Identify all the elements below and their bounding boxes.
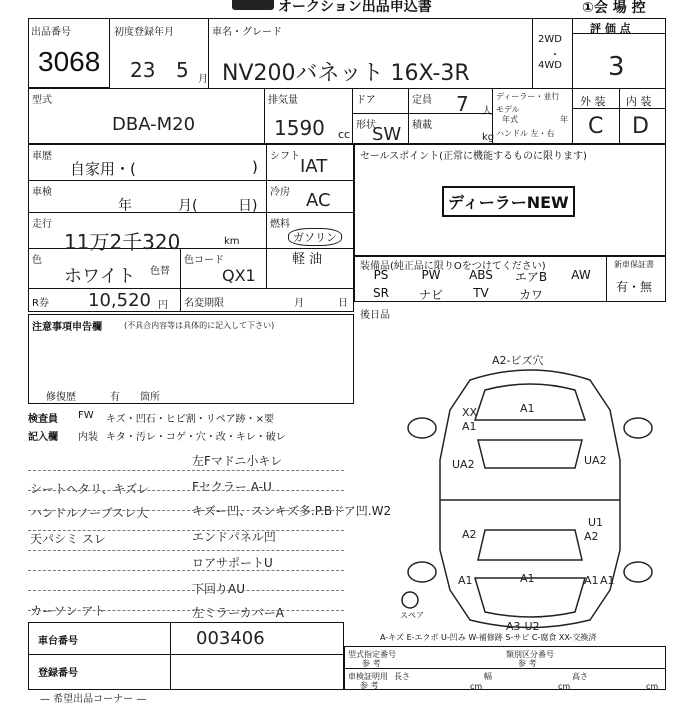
venue-label: ①会 場 控 (582, 0, 646, 16)
drive-4wd: 4WD (538, 60, 562, 71)
entry-label: 記入欄 (28, 432, 58, 443)
recycle-value: 10,520 (88, 290, 151, 311)
dealer-label: ディーラー・並行 (496, 92, 560, 101)
lot-label: 出品番号 (31, 27, 71, 38)
damage-code: A1 (458, 574, 473, 587)
comment-right: エンドパネル凹 (192, 530, 276, 544)
check-row1: キズ・凹石・ヒビ割・リペア跡・×要 (106, 414, 274, 425)
repair-parts: 箇所 (140, 392, 160, 403)
rating-value: 3 (608, 52, 625, 82)
equipment-item: AW (571, 268, 591, 282)
comment-right: キズー凹、スンキズ多.P.Bドア凹.W2 (192, 504, 392, 518)
dealer-handle: ハンドル 左・右 (496, 129, 555, 138)
dealer-new-stamp: ディーラーNEW (442, 186, 575, 217)
height-unit: cm (646, 682, 659, 691)
header-logo (232, 0, 274, 10)
sales-point-label: セールスポイント(正常に機能するものに限ります) (360, 151, 587, 162)
shift-value: IAT (300, 156, 328, 177)
repair-label: 修復歴 (46, 392, 76, 403)
comment-left: シートヘタリ、キズレ (30, 482, 150, 496)
comment-right: 左Fマドニ小キレ (192, 454, 283, 468)
equipment-item: エアB (514, 270, 548, 284)
damage-code: A1 (600, 574, 615, 587)
car-name-value: NV200バネット 16X-3R (222, 61, 470, 86)
footer-corner: — 希望出品コーナー — (40, 694, 147, 705)
comment-line (28, 590, 344, 591)
inspection-day: 日) (238, 198, 258, 214)
comment-line (28, 570, 344, 571)
spec-label: 型式指定番号 (348, 650, 396, 659)
fuel-label: 燃料 (270, 219, 290, 230)
warranty-value: 有・無 (616, 280, 653, 294)
cert-label: 車検証明用 (348, 672, 388, 681)
header-title: オークション出品申込書 (278, 0, 432, 15)
color-swap-label: 色替 (150, 266, 170, 277)
first-reg-month: 5 (176, 58, 189, 82)
chassis-label: 車台番号 (38, 636, 78, 647)
rating-label: 評 価 点 (590, 22, 631, 35)
capacity-unit: 人 (482, 106, 492, 117)
damage-code: XX (462, 406, 478, 419)
drive-dot: ・ (550, 50, 560, 61)
mileage-value: 11万2千320 (64, 230, 181, 254)
use-close: ) (252, 158, 258, 176)
name-change-label: 名変期限 (184, 298, 224, 309)
first-reg-label: 初度登録年月 (114, 27, 174, 38)
equipment-item: SR (373, 286, 389, 300)
doors-label: ドア (356, 95, 376, 106)
equipment-label: 装備品(純正品に限りOをつけてください) (360, 261, 546, 272)
fw-label: FW (78, 410, 94, 421)
displacement-label: 排気量 (268, 95, 298, 106)
mileage-label: 走行 (32, 219, 52, 230)
shift-label: シフト (270, 151, 300, 162)
fuel-diesel: 軽 油 (292, 252, 323, 267)
load-unit: kg (482, 132, 495, 143)
color-value: ホワイト (64, 266, 136, 287)
first-reg-year: 23 (130, 58, 156, 82)
chassis-value: 003406 (196, 628, 265, 649)
damage-code: A1 (520, 402, 535, 415)
recycle-label: R券 (32, 298, 49, 309)
damage-code: A2 (584, 530, 599, 543)
interior-check-label: 内装 (78, 432, 98, 443)
model-label: 型式 (32, 95, 52, 106)
exterior-grade: C (588, 114, 604, 139)
drive-2wd: 2WD (538, 34, 562, 45)
equipment-item: PW (421, 268, 441, 282)
capacity-label: 定員 (412, 95, 432, 106)
damage-code: A1 (520, 572, 535, 585)
color-label: 色 (32, 255, 42, 266)
damage-code: A1 (462, 420, 477, 433)
displacement-value: 1590 (274, 116, 325, 140)
interior-grade: D (632, 114, 649, 139)
equipment-item: TV (473, 286, 489, 300)
damage-code: U1 (588, 516, 604, 529)
comment-line (28, 610, 344, 611)
inspection-year: 年 (118, 198, 132, 214)
damage-code: UA2 (584, 454, 607, 467)
damage-code: A2-ビズ穴 (492, 354, 544, 367)
dealer-model: モデル (496, 105, 520, 114)
color-code-value: QX1 (222, 266, 256, 285)
comment-right: 下回りAU (192, 582, 245, 596)
exterior-label: 外 装 (580, 95, 606, 108)
notes-label: 注意事項申告欄 (32, 322, 102, 333)
car-name-label: 車名・グレード (212, 27, 282, 38)
damage-code: A1 (584, 574, 599, 587)
width-unit: cm (558, 682, 571, 691)
class-label: 類別区分番号 (506, 650, 554, 659)
class-ref: 参 考 (518, 659, 537, 668)
recycle-unit: 円 (158, 300, 168, 311)
model-value: DBA-M20 (112, 114, 196, 135)
first-reg-unit: 月 (198, 74, 208, 85)
damage-code: UA2 (452, 458, 475, 471)
inspection-month: 月( (178, 198, 198, 214)
fuel-gasoline: ガソリン (288, 228, 342, 246)
comment-right: 左ミラーカバーA (192, 606, 284, 620)
width-label: 幅 (484, 672, 492, 681)
dealer-year-unit: 年 (560, 115, 568, 124)
comment-right: Fセクラー A-U (192, 480, 272, 494)
comment-line (28, 490, 344, 491)
load-label: 積載 (412, 120, 432, 131)
comment-left: ハンドルノーブスレ大 (30, 506, 149, 520)
ac-label: 冷房 (270, 187, 290, 198)
spare-label: スペア (400, 611, 424, 620)
check-row2: キタ・汚レ・コゲ・穴・改・キレ・破レ (106, 432, 286, 443)
equipment-item: ナビ (418, 288, 443, 302)
comment-line (28, 470, 344, 471)
dealer-year-label: 年式 (502, 115, 518, 124)
car-damage-diagram (400, 350, 660, 650)
notes-sub: (不具合内容等は具体的に記入して下さい) (124, 321, 275, 330)
comment-line (28, 530, 344, 531)
height-label: 高さ (572, 672, 588, 681)
interior-label: 内 装 (626, 95, 652, 108)
shape-value: SW (372, 124, 402, 145)
equipment-item: ABS (469, 268, 493, 282)
use-label: 車歴 (32, 151, 52, 162)
comment-line (28, 550, 344, 551)
cert-ref: 参 考 (360, 681, 379, 690)
comment-left: カーソン アト (30, 604, 106, 618)
comment-left: 天パシミ スレ (30, 532, 106, 546)
length-label: 長さ (394, 672, 410, 681)
registration-label: 登録番号 (38, 668, 78, 679)
later-items-label: 後日品 (360, 310, 390, 321)
equipment-item: カワ (518, 288, 543, 302)
name-change-day: 日 (338, 298, 348, 309)
comment-line (28, 510, 344, 511)
lot-number: 3068 (38, 46, 101, 77)
damage-code: A2 (462, 528, 477, 541)
mileage-unit: km (224, 236, 240, 247)
capacity-value: 7 (456, 92, 469, 116)
damage-code: A3-U2 (506, 620, 540, 633)
warranty-label: 新車保証書 (614, 260, 654, 269)
shape-label: 形状 (356, 120, 376, 131)
displacement-unit: cc (338, 128, 351, 141)
spec-ref: 参 考 (362, 659, 381, 668)
inspector-label: 検査員 (28, 414, 58, 425)
ac-value: AC (306, 190, 331, 211)
repair-value: 有 (110, 392, 120, 403)
damage-legend: A-キズ E-エクボ U-凹み W-補修跡 S-サビ C-腐食 XX-交換済 (380, 633, 597, 642)
inspection-label: 車検 (32, 187, 52, 198)
color-code-label: 色コード (184, 255, 224, 266)
equipment-item: PS (373, 268, 389, 282)
comment-right: ロアサポートU (192, 556, 273, 570)
use-value: 自家用・( (70, 160, 136, 178)
length-unit: cm (470, 682, 483, 691)
name-change-month: 月 (294, 298, 304, 309)
